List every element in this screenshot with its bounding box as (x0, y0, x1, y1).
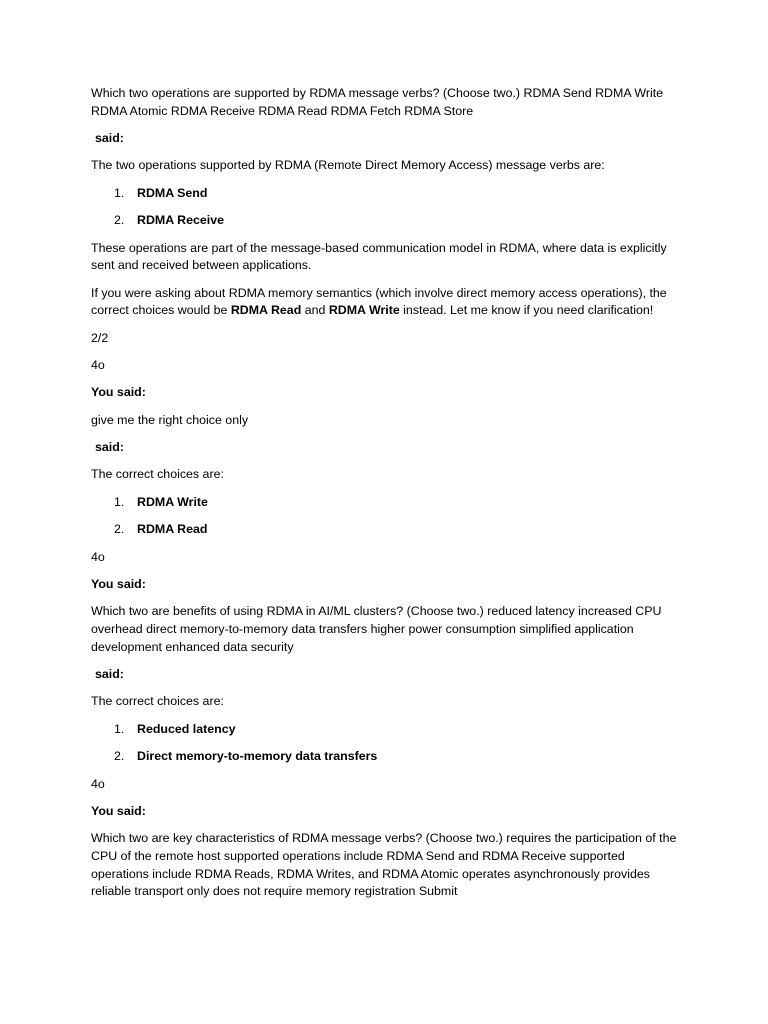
assistant-said-label: said: (95, 130, 124, 145)
answer-2-list (91, 494, 681, 539)
document-page (91, 85, 681, 911)
response-pager: 2/2 (91, 330, 109, 345)
answer-2-intro: The correct choices are: (91, 467, 224, 482)
question-4: Which two are key characteristics of RDMA message verbs? (Choose two.) requires the participation of the CPU of the remote host supported operations include RDMA Send and RDMA Receive supported operations include RDMA Reads, RDMA Writes, and RDMA Atomic operates asynchronously provides reliable transport only does not require memory registration Submit (91, 831, 677, 899)
assistant-said-label: said: (95, 440, 124, 455)
answer-3-intro: The correct choices are: (91, 694, 224, 709)
model-label: 4o (91, 357, 105, 372)
list-item: 2. Direct memory-to-memory data transfers (114, 749, 378, 764)
list-item: 1. RDMA Send (114, 185, 208, 200)
list-item: 1. Reduced latency (114, 721, 236, 736)
answer-1-more: If you were asking about RDMA memory semantics (which involve direct memory access operations), the correct choices would be RDMA Read and RDMA Write instead. Let me know if you need clarification! (91, 285, 667, 318)
list-item: 2. RDMA Receive (114, 213, 224, 228)
question-3: Which two are benefits of using RDMA in AI/ML clusters? (Choose two.) reduced latency increased CPU overhead direct memory-to-memory data transfers higher power consumption simplified application development enhanced data security (91, 604, 662, 654)
question-1: Which two operations are supported by RDMA message verbs? (Choose two.) RDMA Send RDMA Write RDMA Atomic RDMA Receive RDMA Read RDMA Fetch RDMA Store (91, 86, 664, 118)
user-said-label: You said: (91, 385, 146, 400)
model-label: 4o (91, 776, 105, 791)
list-item: 1. RDMA Write (114, 494, 208, 509)
answer-1-intro: The two operations supported by RDMA (Remote Direct Memory Access) message verbs are: (91, 158, 605, 173)
assistant-said-label: said: (95, 667, 124, 681)
user-said-label: You said: (91, 803, 146, 818)
list-item: 2. RDMA Read (114, 522, 208, 537)
answer-1-explanation: These operations are part of the message-based communication model in RDMA, where data is explicitly sent and received between applications. (91, 240, 667, 273)
answer-1-list (91, 185, 681, 230)
model-label: 4o (91, 549, 105, 564)
answer-3-list (91, 721, 681, 766)
question-2: give me the right choice only (91, 412, 249, 427)
user-said-label: You said: (91, 577, 146, 592)
